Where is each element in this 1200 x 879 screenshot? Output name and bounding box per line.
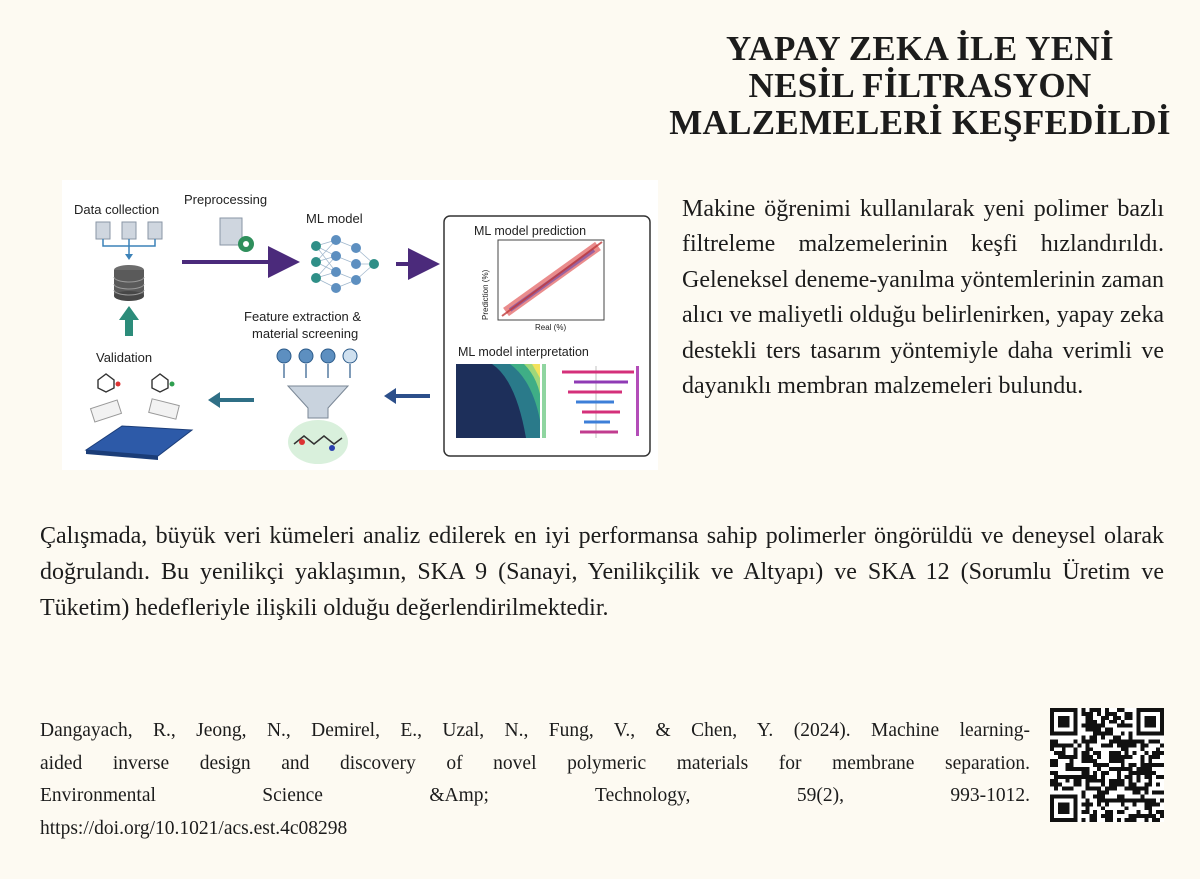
funnel-icon bbox=[288, 386, 348, 464]
qr-code-icon[interactable] bbox=[1050, 708, 1164, 822]
article-title bbox=[640, 30, 1200, 141]
citation-doi-link[interactable]: https://doi.org/10.1021/acs.est.4c08298 bbox=[40, 817, 348, 839]
qr-code-pattern bbox=[1050, 708, 1164, 822]
title-line-3: MALZEMELERİ KEŞFEDİLDİ bbox=[669, 103, 1171, 142]
candidate-nodes-icon bbox=[277, 349, 357, 378]
heatmap-colorbar bbox=[542, 364, 546, 438]
validation-label: Validation bbox=[96, 350, 153, 365]
intro-paragraph: Makine öğrenimi kullanılarak yeni polimer bazlı filtreleme malzemelerinin keşfi hızlandırıldı. Geleneksel deneme-yanılma yöntemlerinin zaman alıcı ve maliyetli olduğu belirlenirken, yapay zeka destekli ters tasarım yöntemiyle daha verimli ve dayanıklı membran malzemeleri bulundu. bbox=[682, 196, 1164, 400]
body-paragraph: Çalışmada, büyük veri kümeleri analiz edilerek en iyi performansa sahip polimerler öngörüldü ve deneysel olarak doğrulandı. Bu yenilikçi yaklaşımın, SKA 9 (Sanayi, Yenilikçilik ve Altyapı) ve SKA 12 (Sorumlu Üretim ve Tüketim) hedefleriyle ilişkili olduğu değerlendirilmektedir. bbox=[40, 523, 1164, 621]
gear-document-icon bbox=[220, 218, 254, 252]
citation-line-2: aided inverse design and discovery of novel polymeric materials for membrane separation. bbox=[40, 752, 1030, 774]
title-line-1: YAPAY ZEKA İLE YENİ bbox=[726, 29, 1114, 68]
real-axis-label: Real (%) bbox=[535, 323, 567, 332]
feature-extraction-label-2: material screening bbox=[252, 326, 359, 341]
prediction-axis-label: Prediction (%) bbox=[481, 269, 490, 320]
validation-molecules-icon bbox=[91, 374, 180, 422]
neural-network-icon bbox=[311, 235, 379, 293]
ml-model-prediction-label: ML model prediction bbox=[474, 224, 587, 238]
citation-line-3: Environmental Science &Amp; Technology, 59(2), 993-1012. bbox=[40, 785, 1030, 807]
ml-model-interpretation-label: ML model interpretation bbox=[458, 345, 589, 359]
up-arrow-icon bbox=[119, 306, 139, 336]
preprocessing-label: Preprocessing bbox=[184, 192, 268, 207]
membrane-sheet-icon bbox=[86, 426, 192, 460]
citation-line-1: Dangayach, R., Jeong, N., Demirel, E., Uzal, N., Fung, V., & Chen, Y. (2024). Machine learning- bbox=[40, 720, 1030, 741]
title-line-2: NESİL FİLTRASYON bbox=[748, 66, 1092, 105]
document-icons bbox=[96, 222, 162, 260]
database-icon bbox=[114, 265, 144, 301]
workflow-figure bbox=[62, 180, 658, 470]
data-collection-label: Data collection bbox=[74, 202, 160, 217]
feature-extraction-label-1: Feature extraction & bbox=[244, 309, 362, 324]
citation bbox=[40, 715, 1030, 845]
ml-model-label: ML model bbox=[306, 211, 363, 226]
